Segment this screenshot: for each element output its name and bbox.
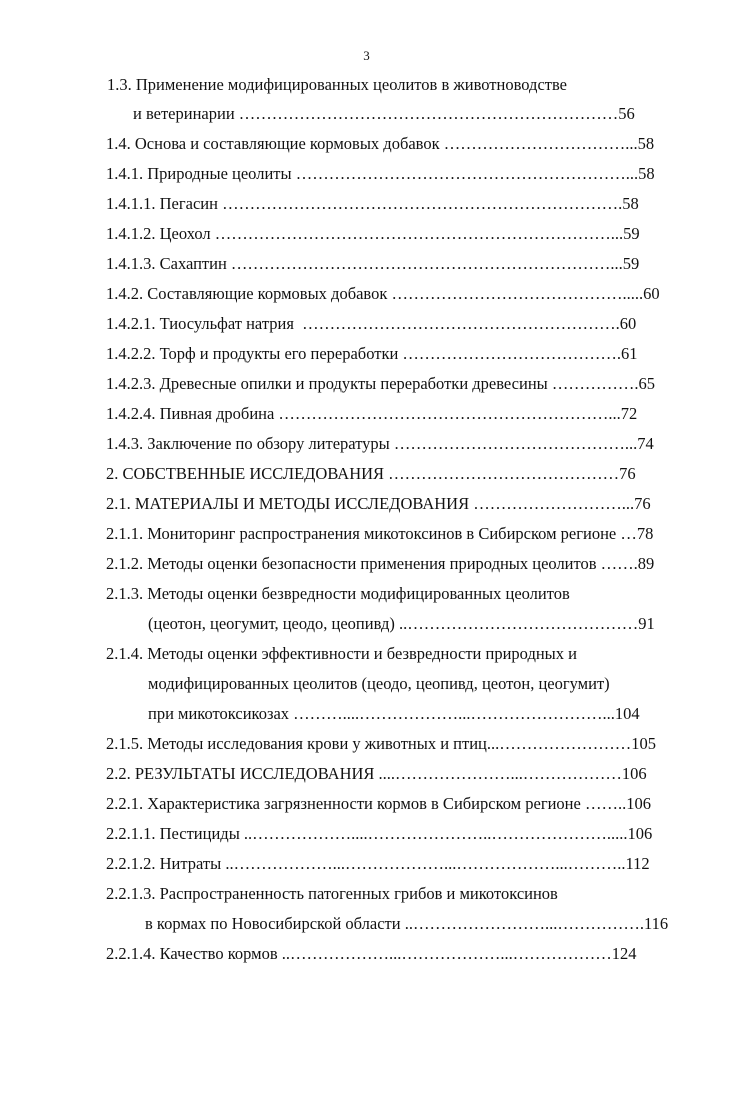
toc-line-1-4-2-4: 1.4.2.4. Пивная дробина ……………………………………………………...72: [106, 404, 638, 423]
toc-line-1-4: 1.4. Основа и составляющие кормовых добавок ……………………………...58: [106, 134, 655, 153]
toc-line-1-3-cont: и ветеринарии ……………………………………………………………56: [133, 104, 635, 123]
toc-line-1-4-2-2: 1.4.2.2. Торф и продукты его переработки ………………………………….61: [106, 344, 638, 363]
toc-line-2-1-3-cont: (цеотон, цеогумит, цеодо, цеопивд) ..……………………………………91: [148, 614, 655, 633]
toc-line-2-1-1: 2.1.1. Мониторинг распространения микотоксинов в Сибирском регионе …78: [106, 524, 654, 543]
toc-line-1-4-2-1: 1.4.2.1. Тиосульфат натрия ………………………………………………….60: [106, 314, 637, 333]
toc-line-2-2-1-3-cont: в кормах по Новосибирской области ..……………………...…………….116: [145, 914, 669, 933]
toc-line-2-2: 2.2. РЕЗУЛЬТАТЫ ИССЛЕДОВАНИЯ ....…………………...………………106: [106, 764, 647, 783]
toc-line-1-4-1-3: 1.4.1.3. Сахаптин ……………………………………………………………...59: [106, 254, 640, 273]
page-number: 3: [363, 48, 370, 63]
toc-line-2-1-4-cont-1: модифицированных цеолитов (цеодо, цеопивд, цеотон, цеогумит): [148, 674, 610, 693]
toc-line-2-1-4-cont-2: при микотоксикозах ………....………………...……………………...104: [148, 704, 640, 723]
toc-line-2-2-1-4: 2.2.1.4. Качество кормов ..………………...………………...………………124: [106, 944, 637, 963]
toc-line-2-1: 2.1. МАТЕРИАЛЫ И МЕТОДЫ ИССЛЕДОВАНИЯ ………………………...76: [106, 494, 651, 513]
toc-line-2-1-3: 2.1.3. Методы оценки безвредности модифицированных цеолитов: [106, 584, 570, 603]
toc-line-1-4-1-2: 1.4.1.2. Цеохол ………………………………………………………………...59: [106, 224, 640, 243]
toc-line-2-1-4: 2.1.4. Методы оценки эффективности и безвредности природных и: [106, 644, 577, 663]
toc-line-1-3: 1.3. Применение модифицированных цеолитов в животноводстве: [107, 75, 567, 94]
toc-line-2-2-1-2: 2.2.1.2. Нитраты ..………………...………………...………………...………..112: [106, 854, 650, 873]
toc-line-2-2-1-1: 2.2.1.1. Пестициды ..………………....…………………..………………….....106: [106, 824, 653, 843]
toc-line-2-2-1-3: 2.2.1.3. Распространенность патогенных грибов и микотоксинов: [106, 884, 558, 903]
toc-line-2-1-5: 2.1.5. Методы исследования крови у животных и птиц...……………………105: [106, 734, 656, 753]
toc-line-2-1-2: 2.1.2. Методы оценки безопасности применения природных цеолитов …….89: [106, 554, 655, 573]
toc-line-1-4-2-3: 1.4.2.3. Древесные опилки и продукты переработки древесины …………….65: [106, 374, 655, 393]
toc-line-2-2-1: 2.2.1. Характеристика загрязненности кормов в Сибирском регионе ……..106: [106, 794, 651, 813]
toc-line-2: 2. СОБСТВЕННЫЕ ИССЛЕДОВАНИЯ ……………………………………76: [106, 464, 636, 483]
toc-line-1-4-3: 1.4.3. Заключение по обзору литературы ……………………………………...74: [106, 434, 654, 453]
toc-line-1-4-1: 1.4.1. Природные цеолиты ……………………………………………………...58: [106, 164, 655, 183]
toc-line-1-4-1-1: 1.4.1.1. Пегасин ……………………………………………………………….58: [106, 194, 639, 213]
toc-line-1-4-2: 1.4.2. Составляющие кормовых добавок …………………………………….....60: [106, 284, 660, 303]
